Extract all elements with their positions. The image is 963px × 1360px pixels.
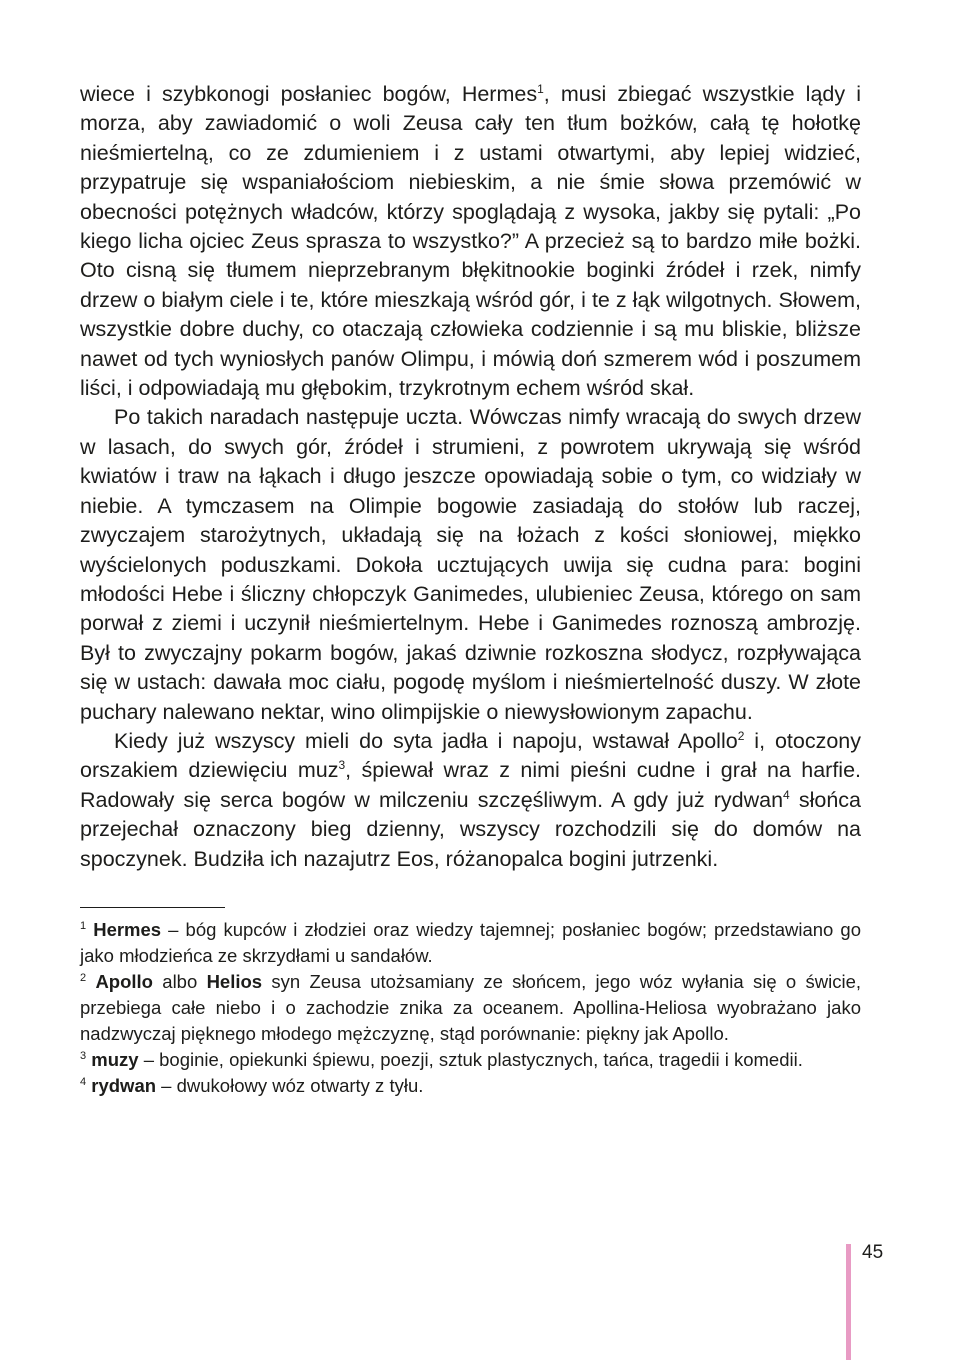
footnote-4 bbox=[80, 1073, 861, 1099]
footnote-text: – boginie, opiekunki śpiewu, poezji, sztuk plastycznych, tańca, tragedii i komedii. bbox=[138, 1048, 803, 1070]
paragraph-3-text-c: , śpiewał wraz z nimi pieśni cudne i grał na harfie. Radowały się serca bogów w milczeniu szczęśliwym. A gdy już rydwan bbox=[80, 758, 861, 812]
footnote-connector: albo bbox=[152, 970, 207, 992]
paragraph-3-text-a: Kiedy już wszyscy mieli do syta jadła i napoju, wstawał Apollo bbox=[114, 728, 738, 753]
paragraph-2-text: Po takich naradach następuje uczta. Wówczas nimfy wracają do swych drzew w lasach, do swych gór, źródeł i strumieni, z powrotem ukrywają się wśród kwiatów i traw na łąkach i długo jeszcze opowiadają sobie o tym, co widziały w niebie. A tymczasem na Olimpie bogowie zasiadają do stołów lub raczej, zwyczajem starożytnych, układają się na łożach z kości słoniowej, miękko wyścielonych poduszkami. Dokoła ucztujących uwija się cudna para: bogini młodości Hebe i śliczny chłopczyk Ganimedes, ulubieniec Zeusa, którego on sam porwał z ziemi i uczynił nieśmiertelnym. Hebe i Ganimedes roznoszą ambrozję. Był to zwyczajny pokarm bogów, jakaś dziwnie rozkoszna słodycz, rozpływająca się w ustach: dawała moc ciału, pogodę myślom i nieśmiertelność duszy. W złote puchary nalewano nektar, wino olimpijskie o niewysłowionym zapachu. bbox=[80, 405, 861, 724]
paragraph-3-text-b: i, otoczony orszakiem dziewięciu muz bbox=[80, 728, 862, 783]
footnote-term: muzy bbox=[91, 1048, 139, 1070]
page-number: 45 bbox=[862, 1242, 884, 1263]
paragraph-3-text-d: słońca przejechał oznaczony bieg dzienny, wszyscy rozchodzili się do domów na spoczynek. Budziła ich nazajutrz Eos, różanopalca bogini jutrzenki. bbox=[80, 787, 861, 871]
footnote-ref-3[interactable]: 3 bbox=[338, 758, 346, 773]
footnote-3 bbox=[80, 1047, 861, 1073]
page-accent-bar bbox=[846, 1244, 851, 1360]
footnote-number: 1 bbox=[80, 919, 87, 932]
footnote-2 bbox=[80, 969, 861, 1047]
paragraph-1 bbox=[80, 80, 861, 403]
footnote-term: Apollo bbox=[95, 970, 153, 992]
footnote-text: syn Zeusa utożsamiany ze słońcem, jego wóz wyłania się o świcie, przebiega całe niebo i o zachodzie znika za oceanem. Apollina-Heliosa wyobrażano jako nadzwyczaj pięknego młodego mężczyznę, stąd porównanie: piękny jak Apollo. bbox=[80, 970, 862, 1044]
footnote-ref-1[interactable]: 1 bbox=[537, 81, 544, 96]
footnote-1 bbox=[80, 917, 861, 969]
footnotes bbox=[80, 917, 861, 1099]
footnote-ref-4[interactable]: 4 bbox=[783, 787, 790, 802]
paragraph-2 bbox=[80, 403, 861, 726]
footnote-number: 4 bbox=[80, 1075, 87, 1088]
paragraph-1-text-b: , musi zbiegać wszystkie lądy i morza, aby zawiadomić o woli Zeusa cały ten tłum bożków, całą tę hołotkę nieśmiertelną, co ze zdumieniem i z ustami otwartymi, aby lepiej widzieć, przypatruje się wspaniałościom niebieskim, a nie śmie słowa przemówić w obecności potężnych władców, którzy spoglądają z wysoka, jakby się pytali: „Po kiego licha ojciec Zeus sprasza to wszystko?” A przecież są to bardzo miłe bożki. Oto cisną się tłumem nieprzebranym błękitnookie boginki źródeł i rzek, nimfy drzew o białym ciele i te, które mieszkają wśród gór, i te z łąk wilgotnych. Słowem, wszystkie dobre duchy, co otaczają człowieka codziennie i są mu bliskie, bliższe nawet od tych wyniosłych panów Olimpu, i mówią doń szmerem wód i poszumem liści, i odpowiadają mu głębokim, trzykrotnym echem wśród skał. bbox=[80, 82, 861, 401]
footnote-number: 2 bbox=[80, 971, 87, 984]
paragraph-3 bbox=[80, 727, 861, 874]
footnote-term: rydwan bbox=[91, 1074, 157, 1096]
footnote-divider bbox=[80, 907, 225, 908]
footnote-ref-2[interactable]: 2 bbox=[737, 728, 745, 743]
footnote-text: – bóg kupców i złodziei oraz wiedzy tajemnej; posłaniec bogów; przedstawiano go jako młodzieńca ze skrzydłami u sandałów. bbox=[80, 918, 861, 966]
footnote-term-2: Helios bbox=[206, 970, 263, 992]
page-content bbox=[80, 80, 861, 1099]
paragraph-1-text-a: wiece i szybkonogi posłaniec bogów, Hermes bbox=[80, 82, 538, 106]
footnote-number: 3 bbox=[80, 1049, 87, 1062]
footnote-term: Hermes bbox=[93, 918, 162, 940]
footnote-text: – dwukołowy wóz otwarty z tyłu. bbox=[156, 1074, 424, 1096]
